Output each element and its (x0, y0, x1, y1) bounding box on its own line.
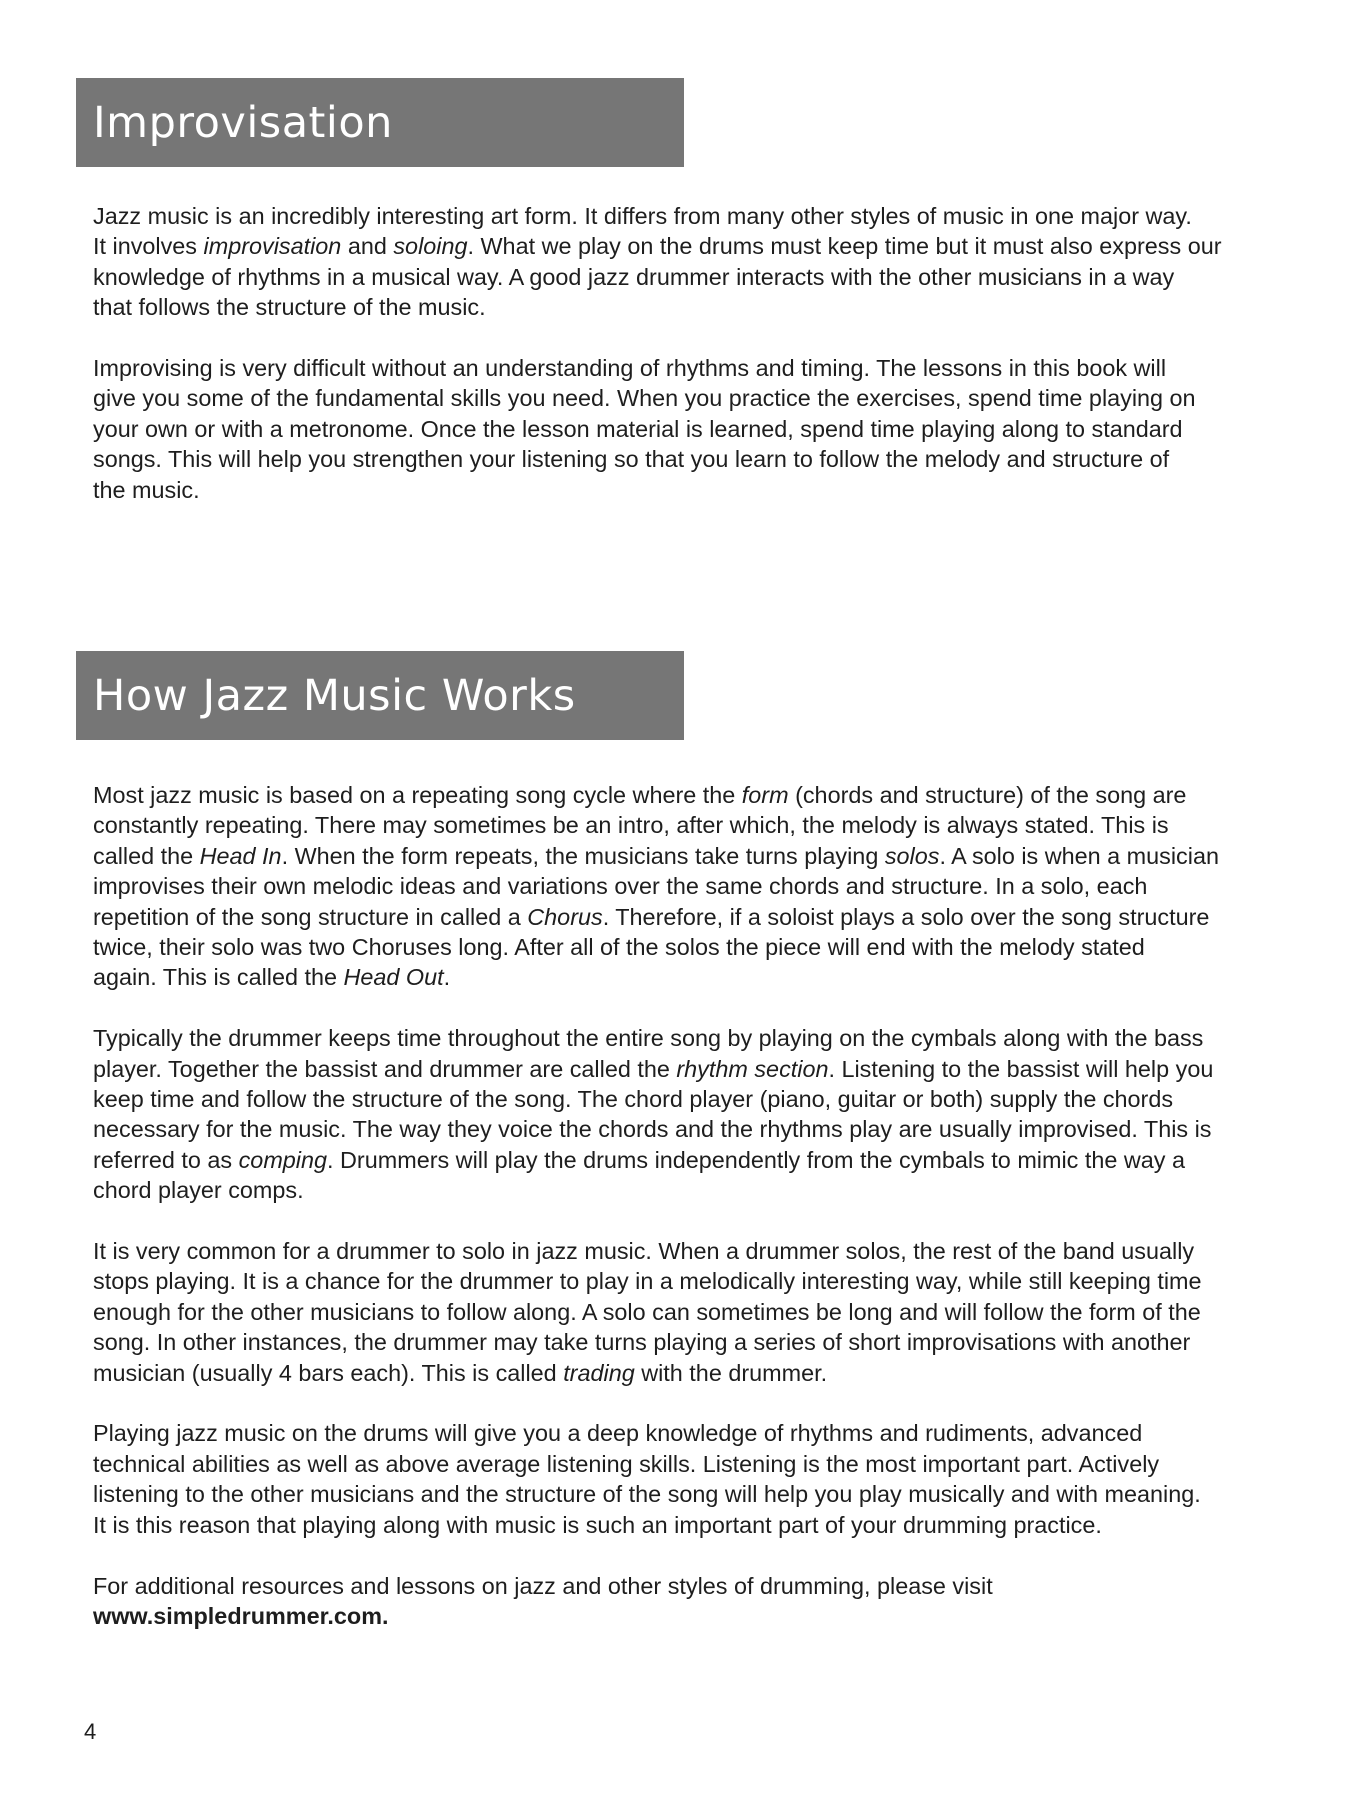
text-run: songs. This will help you strengthen your listening so that you learn to follow the melody and structure of (93, 446, 1170, 473)
text-line (93, 964, 450, 990)
text-run: player. Together the bassist and drummer are called the (93, 1055, 677, 1082)
text-line (93, 1056, 1213, 1082)
emphasized-term: Chorus (527, 903, 603, 930)
text-run: Improvising is very difficult without an understanding of rhythms and timing. The lessons in this book will (93, 355, 1167, 382)
section-body-improvisation (93, 201, 1273, 505)
text-line (93, 1238, 1194, 1264)
text-run: . What we play on the drums must keep time but it must also express our (467, 233, 1222, 260)
text-run: called the (93, 842, 200, 869)
text-line (93, 873, 1147, 899)
emphasized-term: solos (884, 842, 940, 869)
text-run: . When the form repeats, the musicians take turns playing (281, 842, 885, 869)
text-run: and (341, 233, 394, 260)
paragraph (93, 353, 1273, 505)
section-heading-how-jazz-music-works (76, 651, 684, 740)
text-run: repetition of the song structure in called a (93, 903, 528, 930)
text-line (93, 1116, 1212, 1142)
text-line (93, 782, 1186, 808)
text-run: . Drummers will play the drums independently from the cymbals to mimic the way a (327, 1146, 1185, 1173)
text-line (93, 1512, 1102, 1538)
text-run: chord player comps. (93, 1177, 304, 1204)
text-run: It involves (93, 233, 204, 260)
text-run: improvises their own melodic ideas and variations over the same chords and structure. In a solo, each (93, 873, 1148, 900)
text-line (93, 416, 1183, 442)
text-run: musician (usually 4 bars each). This is called (93, 1359, 564, 1386)
text-line (93, 1451, 1159, 1477)
text-line (93, 812, 1169, 838)
text-line (93, 385, 1196, 411)
text-line (93, 1420, 1142, 1446)
text-run: constantly repeating. There may sometimes be an intro, after which, the melody is always stated. This is (93, 812, 1169, 839)
text-line (93, 1147, 1185, 1173)
text-line (93, 1360, 827, 1386)
text-line (93, 934, 1145, 960)
text-line (93, 1603, 389, 1629)
text-line (93, 1177, 304, 1203)
paragraph (93, 1236, 1273, 1388)
text-line (93, 1573, 993, 1599)
text-run: your own or with a metronome. Once the lesson material is learned, spend time playing along to standard (93, 415, 1183, 442)
paragraph (93, 1023, 1273, 1205)
emphasized-term: comping (238, 1146, 328, 1173)
text-line (93, 1329, 1190, 1355)
page-number: 4 (84, 1719, 97, 1744)
text-line (93, 294, 486, 320)
paragraph (93, 201, 1273, 323)
section-title: How Jazz Music Works (93, 670, 576, 721)
text-line (93, 1025, 1203, 1051)
text-run: Typically the drummer keeps time throughout the entire song by playing on the cymbals along with the bass (93, 1025, 1204, 1052)
emphasized-term: improvisation (203, 233, 342, 260)
text-line (93, 904, 1209, 930)
emphasized-term: trading (563, 1359, 635, 1386)
text-line (93, 1481, 1201, 1507)
text-run: again. This is called the (93, 964, 344, 991)
section-heading-improvisation (76, 78, 684, 167)
text-line (93, 1299, 1201, 1325)
text-line (93, 264, 1174, 290)
text-run: stops playing. It is a chance for the drummer to play in a melodically interesting way, while still keeping time (93, 1268, 1202, 1295)
text-run: Most jazz music is based on a repeating song cycle where the (93, 782, 742, 808)
text-line (93, 203, 1192, 229)
website-url: www.simpledrummer.com. (93, 1602, 389, 1629)
text-run: with the drummer. (634, 1359, 828, 1386)
text-run: . Listening to the bassist will help you (828, 1055, 1214, 1082)
text-run: technical abilities as well as above average listening skills. Listening is the most important part. Actively (93, 1450, 1160, 1477)
text-run: song. In other instances, the drummer may take turns playing a series of short improvisations with another (93, 1329, 1191, 1356)
emphasized-term: rhythm section (676, 1055, 829, 1082)
text-line (93, 1086, 1173, 1112)
text-run: twice, their solo was two Choruses long. After all of the solos the piece will end with the melody stated (93, 934, 1145, 961)
emphasized-term: form (741, 782, 789, 808)
text-run: . (443, 964, 451, 991)
text-line (93, 233, 1222, 259)
text-line (93, 355, 1166, 381)
text-line (93, 477, 200, 503)
section-body-how-jazz-music-works (93, 780, 1273, 1631)
text-run: the music. (93, 476, 200, 503)
section-title: Improvisation (93, 97, 393, 148)
text-run: necessary for the music. The way they voice the chords and the rhythms play are usually improvised. This is (93, 1116, 1212, 1143)
text-run: It is this reason that playing along with music is such an important part of your drumming practice. (93, 1511, 1102, 1538)
text-run: that follows the structure of the music. (93, 294, 486, 321)
paragraph (93, 1571, 1273, 1632)
text-run: . A solo is when a musician (939, 842, 1219, 869)
text-run: listening to the other musicians and the structure of the song will help you play musically and with meaning. (93, 1481, 1201, 1508)
text-run: Playing jazz music on the drums will give you a deep knowledge of rhythms and rudiments, advanced (93, 1420, 1143, 1447)
text-run: give you some of the fundamental skills you need. When you practice the exercises, spend time playing on (93, 385, 1196, 412)
text-run: knowledge of rhythms in a musical way. A good jazz drummer interacts with the other musicians in a way (93, 263, 1175, 290)
text-run: keep time and follow the structure of the song. The chord player (piano, guitar or both) supply the chords (93, 1086, 1174, 1113)
text-run: It is very common for a drummer to solo in jazz music. When a drummer solos, the rest of the band usually (93, 1238, 1195, 1265)
paragraph (93, 1418, 1273, 1540)
paragraph (93, 780, 1273, 993)
emphasized-term: Head In (199, 842, 282, 869)
text-run: referred to as (93, 1146, 239, 1173)
emphasized-term: soloing (393, 233, 468, 260)
text-run: Jazz music is an incredibly interesting art form. It differs from many other styles of music in one major way. (93, 203, 1192, 229)
text-run: For additional resources and lessons on jazz and other styles of drumming, please visit (93, 1572, 993, 1599)
text-line (93, 446, 1169, 472)
text-line (93, 1268, 1202, 1294)
text-run: enough for the other musicians to follow along. A solo can sometimes be long and will follow the form of the (93, 1298, 1201, 1325)
text-run: . Therefore, if a soloist plays a solo over the song structure (602, 903, 1210, 930)
text-run: (chords and structure) of the song are (788, 782, 1187, 808)
emphasized-term: Head Out (343, 964, 444, 991)
text-line (93, 843, 1219, 869)
